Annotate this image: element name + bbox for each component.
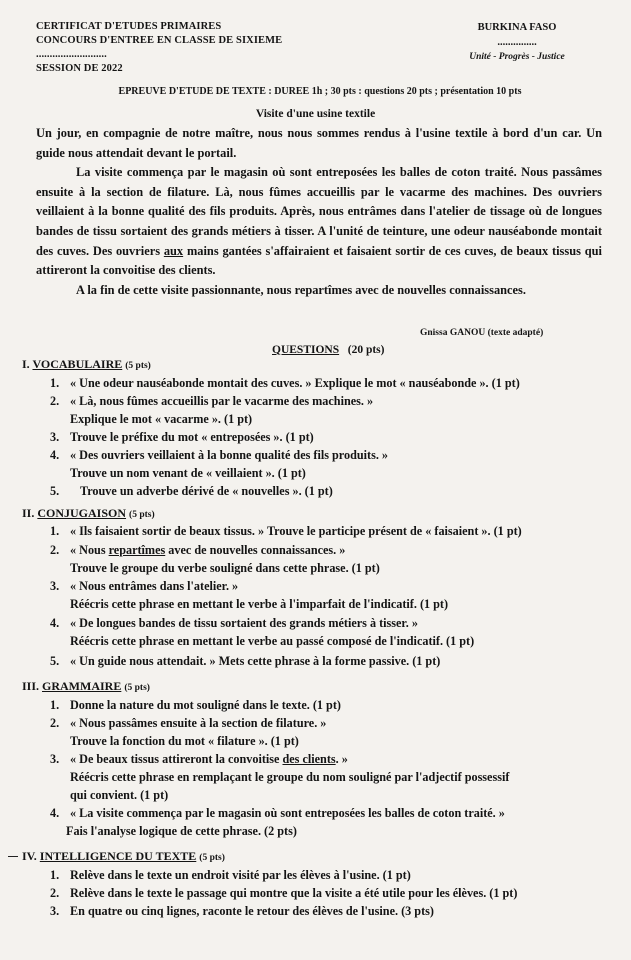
section-points: (5 pts): [125, 361, 151, 371]
question-text: « Des ouvriers veillaient à la bonne qualité des fils produits. »: [70, 448, 389, 462]
margin-dash: [8, 856, 18, 857]
question-number: 5.: [50, 484, 60, 498]
question-number: 2.: [50, 543, 60, 557]
question-text: Relève dans le texte un endroit visité par les élèves à l'usine. (1 pt): [70, 868, 411, 882]
questions-points: (20 pts): [347, 344, 385, 356]
vocab-question-1: [50, 374, 520, 392]
question-text-a: « De beaux tissus attireront la convoitise: [70, 752, 283, 766]
question-text: « La visite commença par le magasin où sont entreposées les balles de coton traité. »: [70, 806, 505, 820]
conj-question-3: [50, 577, 238, 595]
paragraph-3: A la fin de cette visite passionnante, nous repartîmes avec de nouvelles connaissances.: [76, 282, 526, 297]
section-points: (5 pts): [199, 853, 225, 863]
underlined-group: des clients: [282, 752, 336, 766]
gram-question-3: [50, 750, 348, 768]
text-author: Gnissa GANOU (texte adapté): [420, 328, 544, 338]
section-conjugaison: [22, 506, 155, 521]
session-label: SESSION DE 2022: [36, 63, 123, 74]
text-title: Visite d'une usine textile: [255, 108, 376, 120]
question-number: 2.: [50, 394, 60, 408]
question-text: Trouve un adverbe dérivé de « nouvelles ». (1 pt): [80, 484, 333, 498]
conj-question-2: [50, 541, 345, 559]
section-number: I.: [22, 357, 30, 371]
section-name: INTELLIGENCE DU TEXTE: [39, 849, 197, 863]
reading-text: [36, 124, 602, 300]
question-number: 2.: [50, 716, 60, 730]
exam-header-right: [452, 20, 582, 65]
header-dots: ..........................: [36, 49, 107, 60]
question-text: « Ils faisaient sortir de beaux tissus. » Trouve le participe présent de « faisaient ». (1 pt): [70, 524, 522, 538]
vocab-question-4-instruction: Trouve un nom venant de « veillaient ». (1 pt): [70, 466, 306, 480]
intel-question-2: [50, 884, 517, 902]
gram-question-1: [50, 696, 341, 714]
vocab-question-2: [50, 392, 373, 410]
question-number: 5.: [50, 654, 60, 668]
section-intelligence-du-texte: [22, 849, 225, 864]
vocab-question-5: [50, 482, 333, 500]
underlined-verb: repartîmes: [108, 543, 166, 557]
question-text: Relève dans le texte le passage qui montre que la visite a été utile pour les élèves. (1 pt): [70, 886, 518, 900]
vocab-question-4: [50, 446, 388, 464]
paragraph-2-part-a: La visite commença par le magasin où sont entreposées les balles de coton traité. Nous passâmes ensuite à la section de filature. Là, nous fûmes accueillis par le vacarme des machines. Des ouvriers veillaient à la bonne qualité des fils produits. Après, nous entrâmes dans l'atelier de tissage où de longues bandes de tissu sortaient des grands métiers à tisser. A l'unité de teinture, une odeur nauséabonde montait des cuves. Des ouvriers: [36, 165, 602, 258]
national-motto: Unité - Progrès - Justice: [469, 52, 565, 62]
gram-question-3-instruction-2: qui convient. (1 pt): [70, 788, 169, 802]
section-points: (5 pts): [129, 510, 155, 520]
section-number: IV.: [22, 849, 37, 863]
certificate-title: CERTIFICAT D'ETUDES PRIMAIRES: [36, 21, 222, 32]
vocab-question-2-instruction: Explique le mot « vacarme ». (1 pt): [70, 412, 253, 426]
question-text-b: . »: [335, 752, 348, 766]
paragraph-1: Un jour, en compagnie de notre maître, nous nous sommes rendus à l'usine textile à bord d'un car. Un guide nous attendait devant le portail.: [36, 126, 602, 160]
vocab-question-3: [50, 428, 314, 446]
gram-question-2-instruction: Trouve la fonction du mot « filature ». (1 pt): [70, 734, 299, 748]
country-dots: ...............: [497, 37, 537, 48]
question-number: 1.: [50, 868, 60, 882]
question-number: 3.: [50, 579, 60, 593]
section-number: II.: [22, 506, 35, 520]
conj-question-3-instruction: Réécris cette phrase en mettant le verbe à l'imparfait de l'indicatif. (1 pt): [70, 597, 449, 611]
question-text-b: avec de nouvelles connaissances. »: [165, 543, 346, 557]
intel-question-3: [50, 902, 434, 920]
section-number: III.: [22, 679, 40, 693]
gram-question-4-instruction: Fais l'analyse logique de cette phrase. (2 pts): [66, 824, 297, 838]
question-number: 3.: [50, 904, 60, 918]
gram-question-2: [50, 714, 326, 732]
question-text: « Un guide nous attendait. » Mets cette phrase à la forme passive. (1 pt): [70, 654, 441, 668]
section-name: CONJUGAISON: [37, 506, 127, 520]
question-text: Trouve le préfixe du mot « entreposées ». (1 pt): [70, 430, 314, 444]
section-name: VOCABULAIRE: [32, 357, 123, 371]
question-text: Donne la nature du mot souligné dans le texte. (1 pt): [70, 698, 341, 712]
question-number: 1.: [50, 524, 60, 538]
question-text-a: « Nous: [70, 543, 109, 557]
question-number: 1.: [50, 376, 60, 390]
conj-question-2-instruction: Trouve le groupe du verbe souligné dans cette phrase. (1 pt): [70, 561, 380, 575]
question-text: « Une odeur nauséabonde montait des cuves. » Explique le mot « nauséabonde ». (1 pt): [70, 376, 520, 390]
gram-question-4: [50, 804, 505, 822]
conj-question-5: [50, 652, 440, 670]
section-grammaire: [22, 679, 150, 694]
exam-header-left: [36, 20, 282, 76]
section-vocabulaire: [22, 357, 151, 372]
question-number: 4.: [50, 806, 60, 820]
question-text: « Là, nous fûmes accueillis par le vacarme des machines. »: [70, 394, 374, 408]
question-number: 1.: [50, 698, 60, 712]
conj-question-1: [50, 522, 522, 540]
question-number: 2.: [50, 886, 60, 900]
section-name: GRAMMAIRE: [42, 679, 122, 693]
conj-question-4: [50, 614, 418, 632]
conj-question-4-instruction: Réécris cette phrase en mettant le verbe au passé composé de l'indicatif. (1 pt): [70, 634, 475, 648]
underlined-word: aux: [163, 243, 184, 258]
question-text: « Nous passâmes ensuite à la section de filature. »: [70, 716, 327, 730]
paragraph-2-part-b: mains gantées s'affairaient et faisaient sortir de ces cuves, de beaux tissus qui attireront la convoitise des clients.: [36, 243, 602, 278]
question-number: 3.: [50, 752, 60, 766]
questions-label: QUESTIONS: [272, 344, 340, 356]
intel-question-1: [50, 866, 411, 884]
section-points: (5 pts): [124, 683, 150, 693]
contest-title: CONCOURS D'ENTREE EN CLASSE DE SIXIEME: [36, 35, 283, 46]
country-name: BURKINA FASO: [477, 22, 557, 33]
paragraph-2: [36, 163, 602, 281]
question-number: 3.: [50, 430, 60, 444]
question-text: En quatre ou cinq lignes, raconte le retour des élèves de l'usine. (3 pts): [70, 904, 434, 918]
question-number: 4.: [50, 448, 60, 462]
questions-heading: [272, 344, 384, 356]
question-number: 4.: [50, 616, 60, 630]
question-text: « De longues bandes de tissu sortaient des grands métiers à tisser. »: [70, 616, 418, 630]
question-text: « Nous entrâmes dans l'atelier. »: [70, 579, 239, 593]
gram-question-3-instruction-1: Réécris cette phrase en remplaçant le groupe du nom souligné par l'adjectif possessif: [70, 770, 510, 784]
exam-subject-line: EPREUVE D'ETUDE DE TEXTE : DUREE 1h ; 30 pts : questions 20 pts ; présentation 10 pts: [118, 86, 522, 97]
